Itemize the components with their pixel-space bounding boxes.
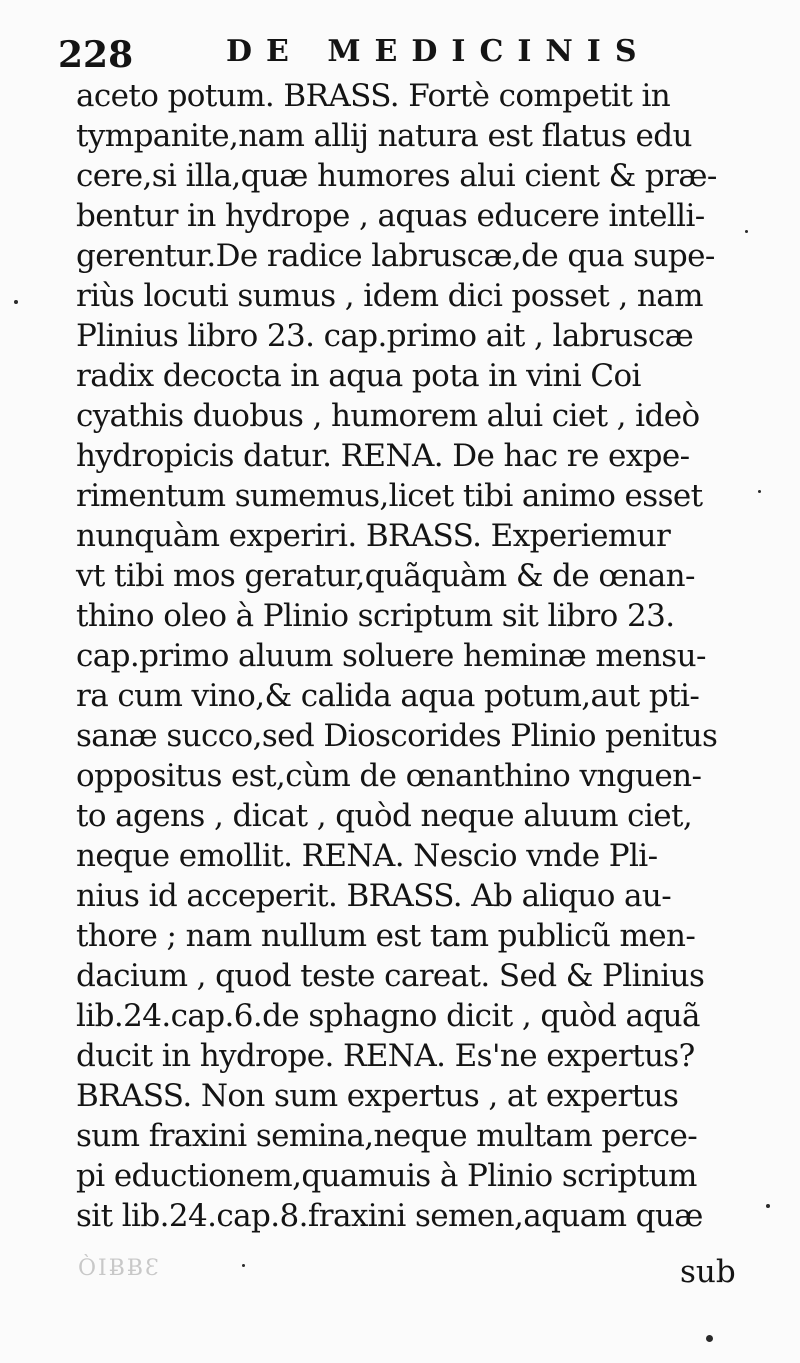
text-line: nius id acceperit. BRASS. Ab aliquo au- bbox=[76, 878, 672, 914]
text-line: thino oleo à Plinio scriptum sit libro 23. bbox=[76, 598, 675, 634]
page-number: 228 bbox=[58, 34, 134, 76]
text-line: aceto potum. BRASS. Fortè competit in bbox=[76, 78, 671, 114]
text-line: ra cum vino,& calida aqua potum,aut pti- bbox=[76, 678, 700, 714]
text-line: lib.24.cap.6.de sphagno dicit , quòd aquã bbox=[76, 998, 700, 1034]
text-line: to agens , dicat , quòd neque aluum ciet, bbox=[76, 798, 693, 834]
text-line: Plinius libro 23. cap.primo ait , labruscæ bbox=[76, 318, 694, 354]
text-line: oppositus est,cùm de œnanthino vnguen- bbox=[76, 758, 702, 794]
text-line: rimentum sumemus,licet tibi animo esset bbox=[76, 478, 703, 514]
ink-speck bbox=[706, 1335, 713, 1342]
text-line: hydropicis datur. RENA. De hac re expe- bbox=[76, 438, 690, 474]
text-line: vt tibi mos geratur,quãquàm & de œnan- bbox=[76, 558, 695, 594]
text-line: sum fraxini semina,neque multam perce- bbox=[76, 1118, 698, 1154]
text-line: cyathis duobus , humorem alui ciet , ideò bbox=[76, 398, 700, 434]
page-header bbox=[58, 28, 738, 80]
ink-speck bbox=[242, 1264, 245, 1267]
text-line: dacium , quod teste careat. Sed & Plinius bbox=[76, 958, 705, 994]
text-line: sanæ succo,sed Dioscorides Plinio penitus bbox=[76, 718, 718, 754]
text-line: riùs locuti sumus , idem dici posset , nam bbox=[76, 278, 703, 314]
running-head: DE MEDICINIS bbox=[226, 34, 651, 69]
text-line: ducit in hydrope. RENA. Es'ne expertus? bbox=[76, 1038, 695, 1074]
catchword: sub bbox=[680, 1254, 736, 1290]
bleed-through-text: ÒIɃɃƐ bbox=[78, 1256, 161, 1281]
ink-speck bbox=[758, 490, 761, 493]
text-line: BRASS. Non sum expertus , at expertus bbox=[76, 1078, 679, 1114]
ink-speck bbox=[14, 300, 18, 304]
text-line: gerentur.De radice labruscæ,de qua supe- bbox=[76, 238, 715, 274]
text-line: bentur in hydrope , aquas educere intelli- bbox=[76, 198, 705, 234]
text-line: radix decocta in aqua pota in vini Coi bbox=[76, 358, 641, 394]
text-line: tympanite,nam allij natura est flatus edu bbox=[76, 118, 692, 154]
text-line: sit lib.24.cap.8.fraxini semen,aquam quæ bbox=[76, 1198, 703, 1234]
ink-speck bbox=[745, 230, 748, 233]
text-line: cere,si illa,quæ humores alui cient & præ- bbox=[76, 158, 717, 194]
text-line: neque emollit. RENA. Nescio vnde Pli- bbox=[76, 838, 658, 874]
text-line: nunquàm experiri. BRASS. Experiemur bbox=[76, 518, 671, 554]
text-line: cap.primo aluum soluere heminæ mensu- bbox=[76, 638, 706, 674]
text-line: thore ; nam nullum est tam publicũ men- bbox=[76, 918, 696, 954]
ink-speck bbox=[766, 1204, 770, 1208]
text-line: pi eductionem,quamuis à Plinio scriptum bbox=[76, 1158, 697, 1194]
